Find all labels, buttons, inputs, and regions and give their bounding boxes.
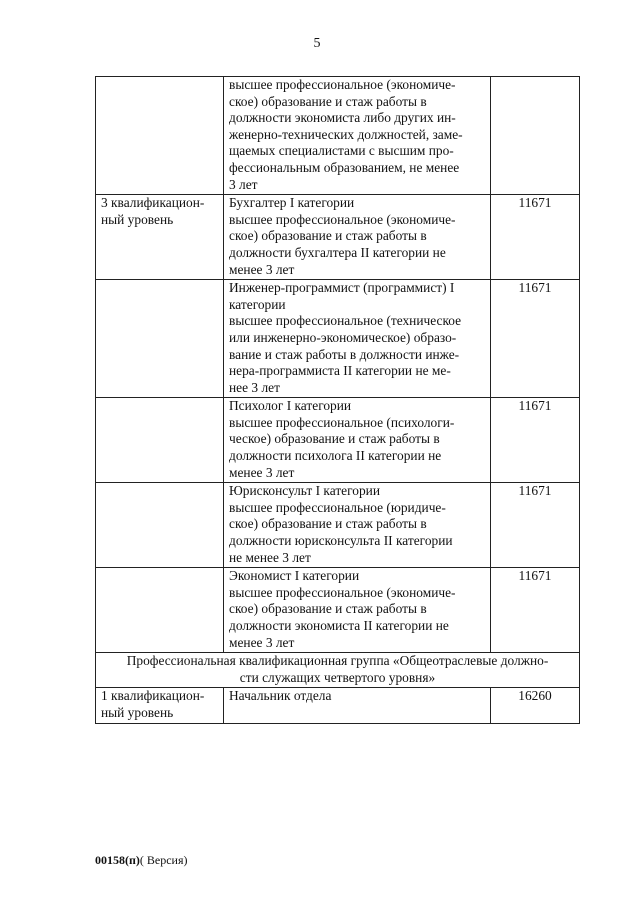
position-cell: Психолог I категории высшее профессиональное (психологи- ческое) образование и стаж работы в должности психолога II категории не менее 3 лет bbox=[224, 398, 491, 483]
level-cell bbox=[96, 398, 224, 483]
salary-cell: 11671 bbox=[491, 398, 580, 483]
level-cell: 3 квалификацион- ный уровень bbox=[96, 195, 224, 280]
table-row bbox=[96, 77, 580, 195]
level-cell bbox=[96, 77, 224, 195]
position-cell: Бухгалтер I категории высшее профессиональное (экономиче- ское) образование и стаж работы в должности бухгалтера II категории не менее 3 лет bbox=[224, 195, 491, 280]
level-cell: 1 квалификацион- ный уровень bbox=[96, 688, 224, 723]
salary-cell: 16260 bbox=[491, 688, 580, 723]
table-row bbox=[96, 688, 580, 723]
table-row bbox=[96, 280, 580, 398]
salary-cell: 11671 bbox=[491, 483, 580, 568]
position-cell: Экономист I категории высшее профессиональное (экономиче- ское) образование и стаж работы в должности экономиста II категории не менее 3 лет bbox=[224, 568, 491, 653]
salary-cell: 11671 bbox=[491, 568, 580, 653]
table-row bbox=[96, 483, 580, 568]
page-number: 5 bbox=[313, 36, 321, 51]
position-cell: Начальник отдела bbox=[224, 688, 491, 723]
document-version: ( Версия) bbox=[139, 853, 188, 867]
position-cell: Инженер-программист (программист) I категории высшее профессиональное (техническое или инженерно-экономическое) образо- вание и стаж работы в должности инже- нера-программиста II категории не ме- нее 3 лет bbox=[224, 280, 491, 398]
footer bbox=[95, 852, 188, 869]
table-row bbox=[96, 568, 580, 653]
position-cell: Юрисконсульт I категории высшее профессиональное (юридиче- ское) образование и стаж работы в должности юрисконсульта II категории не менее 3 лет bbox=[224, 483, 491, 568]
table-row bbox=[96, 398, 580, 483]
qualification-table bbox=[95, 76, 580, 724]
table-row bbox=[96, 195, 580, 280]
document-code: 00158(п) bbox=[95, 853, 140, 867]
group-header: Профессиональная квалификационная группа «Общеотраслевые должно- сти служащих четвертого уровня» bbox=[96, 653, 580, 688]
level-cell bbox=[96, 568, 224, 653]
position-cell: высшее профессиональное (экономиче- ское) образование и стаж работы в должности экономиста либо других ин- женерно-технических должностей, заме- щаемых специалистами с высшим про- фессиональным образованием, не менее 3 лет bbox=[224, 77, 491, 195]
group-header-row bbox=[96, 653, 580, 688]
salary-cell bbox=[491, 77, 580, 195]
level-cell bbox=[96, 280, 224, 398]
salary-cell: 11671 bbox=[491, 195, 580, 280]
level-cell bbox=[96, 483, 224, 568]
salary-cell: 11671 bbox=[491, 280, 580, 398]
